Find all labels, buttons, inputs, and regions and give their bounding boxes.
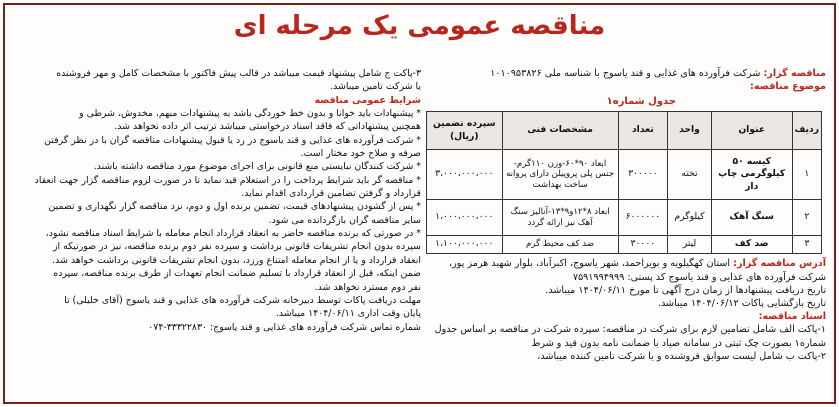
address-line: شرکت فرآورده های غذایی و قند یاسوج کد پستی: ۷۵۹۱۹۹۴۹۹۹ [572,271,826,283]
cell-deposit: ۳،۰۰۰،۰۰۰،۰۰۰ [427,150,503,200]
condition-line: * شرکت کنندگان نبایستی منع قانونی برای اجرای موضوع مورد مناقصه داشته باشند. [93,161,421,173]
condition-line: انعقاد قرارداد و یا از انجام معامله امتناع ورزد، بدون انجام تشریفات قانونی برداشت خواهد شد. [52,254,421,266]
cell-qty: ۳۰۰۰۰ [618,236,668,254]
condition-line: * شرکت فرآورده های غذایی و قند یاسوج در رد یا قبول پیشنهادات مناقصه گران با در نظر گرفتن [44,134,421,146]
condition-line: نفر دوم مسترد نخواهد شد. [314,281,421,293]
address-line [422,257,826,270]
address-block [422,257,826,310]
address-line: تاریخ بازگشایی پاکات ۱۴۰۴/۰۶/۱۲ میباشد. [657,297,826,309]
condition-line: صرفه و صلاح خود مختار است. [300,148,421,160]
table-caption: جدول شماره۱ [606,96,676,108]
cell-spec: ضد کف محیط گرم [502,236,618,254]
documents-label: اسناد مناقصه: [758,311,826,323]
condition-line: * پیشنهادات باید خوانا و بدون خط خوردگی باشد به پیشنهادات مبهم، مخدوش، شرطی و [79,108,421,120]
document-line: ۱-پاکت الف شامل تضامین لازم برای شرکت در مناقصه: سپرده شرکت در مناقصه بر اساس جدول [434,324,826,336]
subject-line [422,80,826,93]
cell-unit: تخته [668,150,712,200]
cell-qty: ۳۰۰۰۰۰ [618,150,668,200]
cell-row-no: ۱ [792,150,821,200]
condition-line: سایر مناقصه گران بازگردانده می شود. [268,214,421,226]
table-row [427,200,822,236]
header-spec: مشخصات فنی [502,112,618,150]
address-label: آدرس مناقصه گزار: [733,258,826,270]
tender-label: مناقصه گزار: [763,68,826,79]
notice-title: مناقصه عمومی یک مرحله ای [233,11,606,41]
cell-unit: لیتر [668,236,712,254]
intro-line: ۳-پاکت ج شامل پیشنهاد قیمت میباشد در قالب پیش فاکتور با مشخصات کامل و مهر فروشنده [56,68,421,79]
document-line: ۲-پاکت ب شامل لیست سوابق فروشنده و یا شرکت تامین کننده میباشد، [537,350,826,362]
condition-line: شماره تماس شرکت فرآورده های غذایی و قند یاسوج: ۳۳۳۲۲۸۳۰-۰۷۴ [148,321,421,333]
header-unit: واحد [668,112,712,150]
left-column [13,67,421,334]
cell-row-no: ۳ [792,236,821,254]
condition-line: * مناقصه گر باید شرایط پرداخت را در استعلام قید نماید تا در صورت لزوم مناقصه گزار جهت انعقاد [34,174,421,186]
address-text: استان کهگیلویه و بویراحمد، شهر یاسوج، اکبرآباد، بلوار شهید هرمز پور، [449,258,731,270]
cell-row-no: ۲ [792,200,821,236]
cell-deposit: ۱،۱۰۰،۰۰۰،۰۰۰ [427,236,503,254]
header-deposit: سپرده تضمین (ریال) [427,112,503,150]
cell-spec: ابعاد ۹۰*۶۰-وزن ۱۱۰گرم-جنس پلی پروپیلن دارای پروانه ساخت بهداشت [502,150,618,200]
cell-deposit: ۱،۰۰۰،۰۰۰،۰۰۰ [427,200,503,236]
header-title: عنوان [711,112,792,150]
cell-title: ضد کف [711,236,792,254]
tender-notice [3,3,836,404]
cell-qty: ۶۰۰۰۰۰۰ [618,200,668,236]
condition-line: پایان وقت اداری ۱۴۰۴/۰۶/۱۱ میباشد. [275,308,421,320]
condition-line: مهلت دریافت پاکات توسط دبیرخانه شرکت فرآورده های غذایی و قند یاسوج (آقای خلیلی) تا [64,294,421,306]
cell-title: سنگ آهک [711,200,792,236]
intro-line: یا شرکت تامین میباشد. [330,81,421,93]
table-header-row [427,112,822,150]
tender-text: شرکت فرآورده های غذایی و قند یاسوج با شناسه ملی ۱۰۱۰۹۵۳۸۲۶ [490,68,761,79]
address-line: تاریخ دریافت پیشنهادها از زمان درج آگهی تا مورخ ۱۴۰۴/۰۶/۱۱ میباشد. [545,284,826,296]
condition-line: همچنین پیشنهاداتی که فاقد اسناد درخواستی میباشد ترتیب اثر داده نخواهد شد. [114,121,421,133]
condition-line: * پس از گشودن پیشنهادهای قیمت، تضمین برنده اول و دوم، نزد مناقصه گزار نگهداری و تضمین [48,201,421,213]
right-column [422,67,826,363]
header-row-no: ردیف [792,112,821,150]
cell-spec: ابعاد ۸*۱۲و۹*۱۳-آنالیز سنگ آهک نیز ارائه گردد [502,200,618,236]
table-row [427,236,822,254]
cell-title: کیسه ۵۰ کیلوگرمی چاپ دار [711,150,792,200]
subject-label: موضوع مناقصه: [750,81,826,93]
condition-line: قرارداد و گرفتن تضامین قراردادی اقدام نماید. [241,188,421,200]
documents-block [422,310,826,363]
header-qty: تعداد [618,112,668,150]
document-line: شماره۱ بصورت چک ثبتی در سامانه صیاد یا ضمانت نامه بدون قید و شرط [531,337,826,349]
condition-line: سپرده بدون انجام تشریفات قانونی برداشت و سپرده نفر دوم برنده مناقصه، نیز در صورتیکه از [52,241,421,253]
table-row [427,150,822,200]
cell-unit: کیلوگرم [668,200,712,236]
tender-line [422,67,826,80]
condition-line: * در صورتی که برنده مناقصه حاضر به انعقاد قرارداد انجام معامله با شرایط اسناد مناقصه نشود، [45,228,421,240]
conditions-heading: شرایط عمومی مناقصه [314,94,421,106]
items-table [426,111,822,254]
condition-line: ضمن اینکه، قبل از انعقاد قرارداد با تسلیم ضمانت انجام تعهدات از طرف برنده مناقصه، سپرده [53,268,421,280]
